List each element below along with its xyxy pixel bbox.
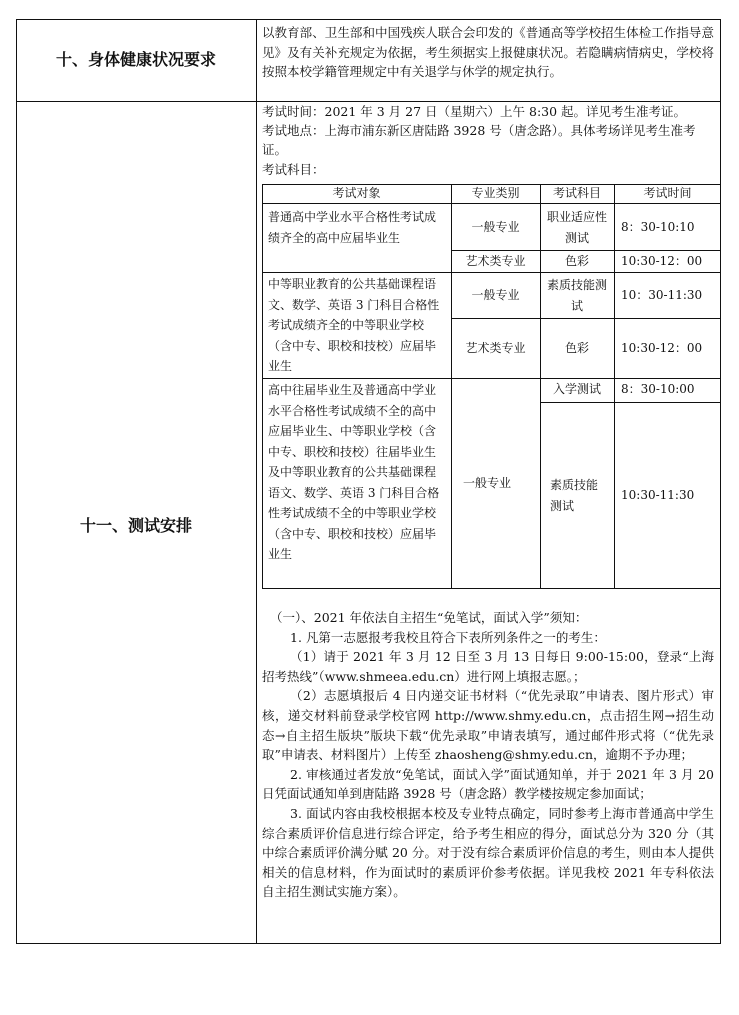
- notes-item-1a: （1）请于 2021 年 3 月 12 日至 3 月 13 日每日 9:00-15:00，登录“上海招考热线”（www.shmeea.edu.cn）进行网上填报志愿。；: [262, 649, 714, 684]
- group3-row2-subject: 素质技能测试: [550, 478, 599, 513]
- notes-block: [262, 608, 714, 902]
- notes-item-1: 1. 凡第一志愿报考我校且符合下表所列条件之一的考生：: [290, 629, 606, 645]
- table-line-g2a: [451, 318, 721, 319]
- section11-label: 十一、测试安排: [79, 516, 192, 535]
- table-line-g1a: [451, 250, 721, 251]
- header-time: 考试时间: [643, 186, 692, 200]
- group3-target: 高中往届毕业生及普通高中学业水平合格性考试成绩不全的高中应届毕业生、中等职业学校（含中专、职校和技校）往届毕业生及中等职业教育的公共基础课程语文、数学、英语 3 门科目合格性考试成绩不全的中等职业学校（含中专、职校和技校）应届毕业生: [268, 383, 440, 561]
- group2-row2-major: 艺术类专业: [465, 341, 526, 355]
- group3-row2-time: 10:30-11:30: [621, 488, 695, 502]
- header-target: 考试对象: [332, 186, 381, 200]
- group3-row1-subject: 入学测试: [552, 382, 601, 396]
- group2-row1-subject: 素质技能测试: [546, 278, 607, 313]
- exam-location-text: 考试地点：上海市浦东新区唐陆路 3928 号（唐念路）。具体考场详见考生准考证。: [262, 123, 696, 157]
- group2-row2-subject: 色彩: [564, 341, 589, 355]
- group1-row1-time: 8：30-10:10: [621, 220, 695, 234]
- header-subject: 考试科目: [552, 186, 601, 200]
- table-line-bottom: [262, 588, 721, 589]
- group1-target: 普通高中学业水平合格性考试成绩齐全的高中应届毕业生: [268, 210, 437, 245]
- exam-time-text: 考试时间：2021 年 3 月 27 日（星期六）上午 8:30 起。详见考生准考证。: [262, 104, 687, 119]
- section10-text: 以教育部、卫生部和中国残疾人联合会印发的《普通高等学校招生体检工作指导意见》及有关补充规定为依据，考生须据实上报健康状况。若隐瞒病情病史，学校将按照本校学籍管理规定中有关退学与休学的规定执行。: [262, 25, 714, 79]
- table-line-g3a: [540, 402, 721, 403]
- notes-heading: （一）、2021 年依法自主招生“免笔试，面试入学”须知：: [270, 610, 588, 625]
- table-line-g2: [262, 378, 721, 379]
- group1-row1-major: 一般专业: [471, 220, 520, 234]
- table-line-col1: [451, 184, 452, 588]
- group3-major: 一般专业: [462, 476, 511, 490]
- group2-row1-major: 一般专业: [471, 288, 520, 302]
- group1-row2-major: 艺术类专业: [465, 254, 526, 268]
- notes-item-3: 3. 面试内容由我校根据本校及专业特点确定，同时参考上海市普通高中学生综合素质评价信息进行综合评定，给予考生相应的得分，面试总分为 320 分（其中综合素质评价满分赋 20 分。对于没有综合素质评价信息的考生，则由本人提供相关的信息材料，作为面试时的素质评价参考依据。详见我校 2021 年专科依法自主招生测试实施方案）。: [262, 805, 714, 900]
- group1-row2-subject: 色彩: [564, 254, 589, 268]
- subjects-label: 考试科目：: [262, 162, 325, 177]
- section10-label: 十、身体健康状况要求: [55, 50, 216, 69]
- table-line-g1: [262, 272, 721, 273]
- group2-row2-time: 10:30-12：00: [621, 341, 703, 355]
- group1-row1-subject: 职业适应性测试: [546, 210, 607, 245]
- table-line-left: [262, 184, 263, 588]
- group1-row2-time: 10:30-12：00: [621, 254, 703, 268]
- group3-row1-time: 8：30-10:00: [621, 382, 695, 396]
- notes-item-1b: （2）志愿填报后 4 日内递交证书材料（“优先录取”申请表、图片形式）审核，递交材料前登录学校官网 http://www.shmy.edu.cn，点击招生网→招生动态→自主招生版块”版块下载“优先录取”申请表填写，通过邮件形式将（“优先录取”申请表、材料图片）上传至 zhaosheng@shmy.edu.cn，逾期不予办理；: [262, 688, 714, 763]
- notes-item-2: 2. 审核通过者发放“免笔试，面试入学”面试通知单，并于 2021 年 3 月 20 日凭面试通知单到唐陆路 3928 号（唐念路）教学楼按规定参加面试；: [262, 766, 714, 802]
- table-line-col3: [614, 184, 615, 588]
- label-column-divider: [256, 19, 257, 944]
- group2-target: 中等职业教育的公共基础课程语文、数学、英语 3 门科目合格性考试成绩齐全的中等职业学校（含中专、职校和技校）应届毕业生: [268, 277, 440, 373]
- group2-row1-time: 10：30-11:30: [621, 288, 703, 302]
- header-major: 专业类别: [471, 186, 520, 200]
- table-line-header: [262, 203, 721, 204]
